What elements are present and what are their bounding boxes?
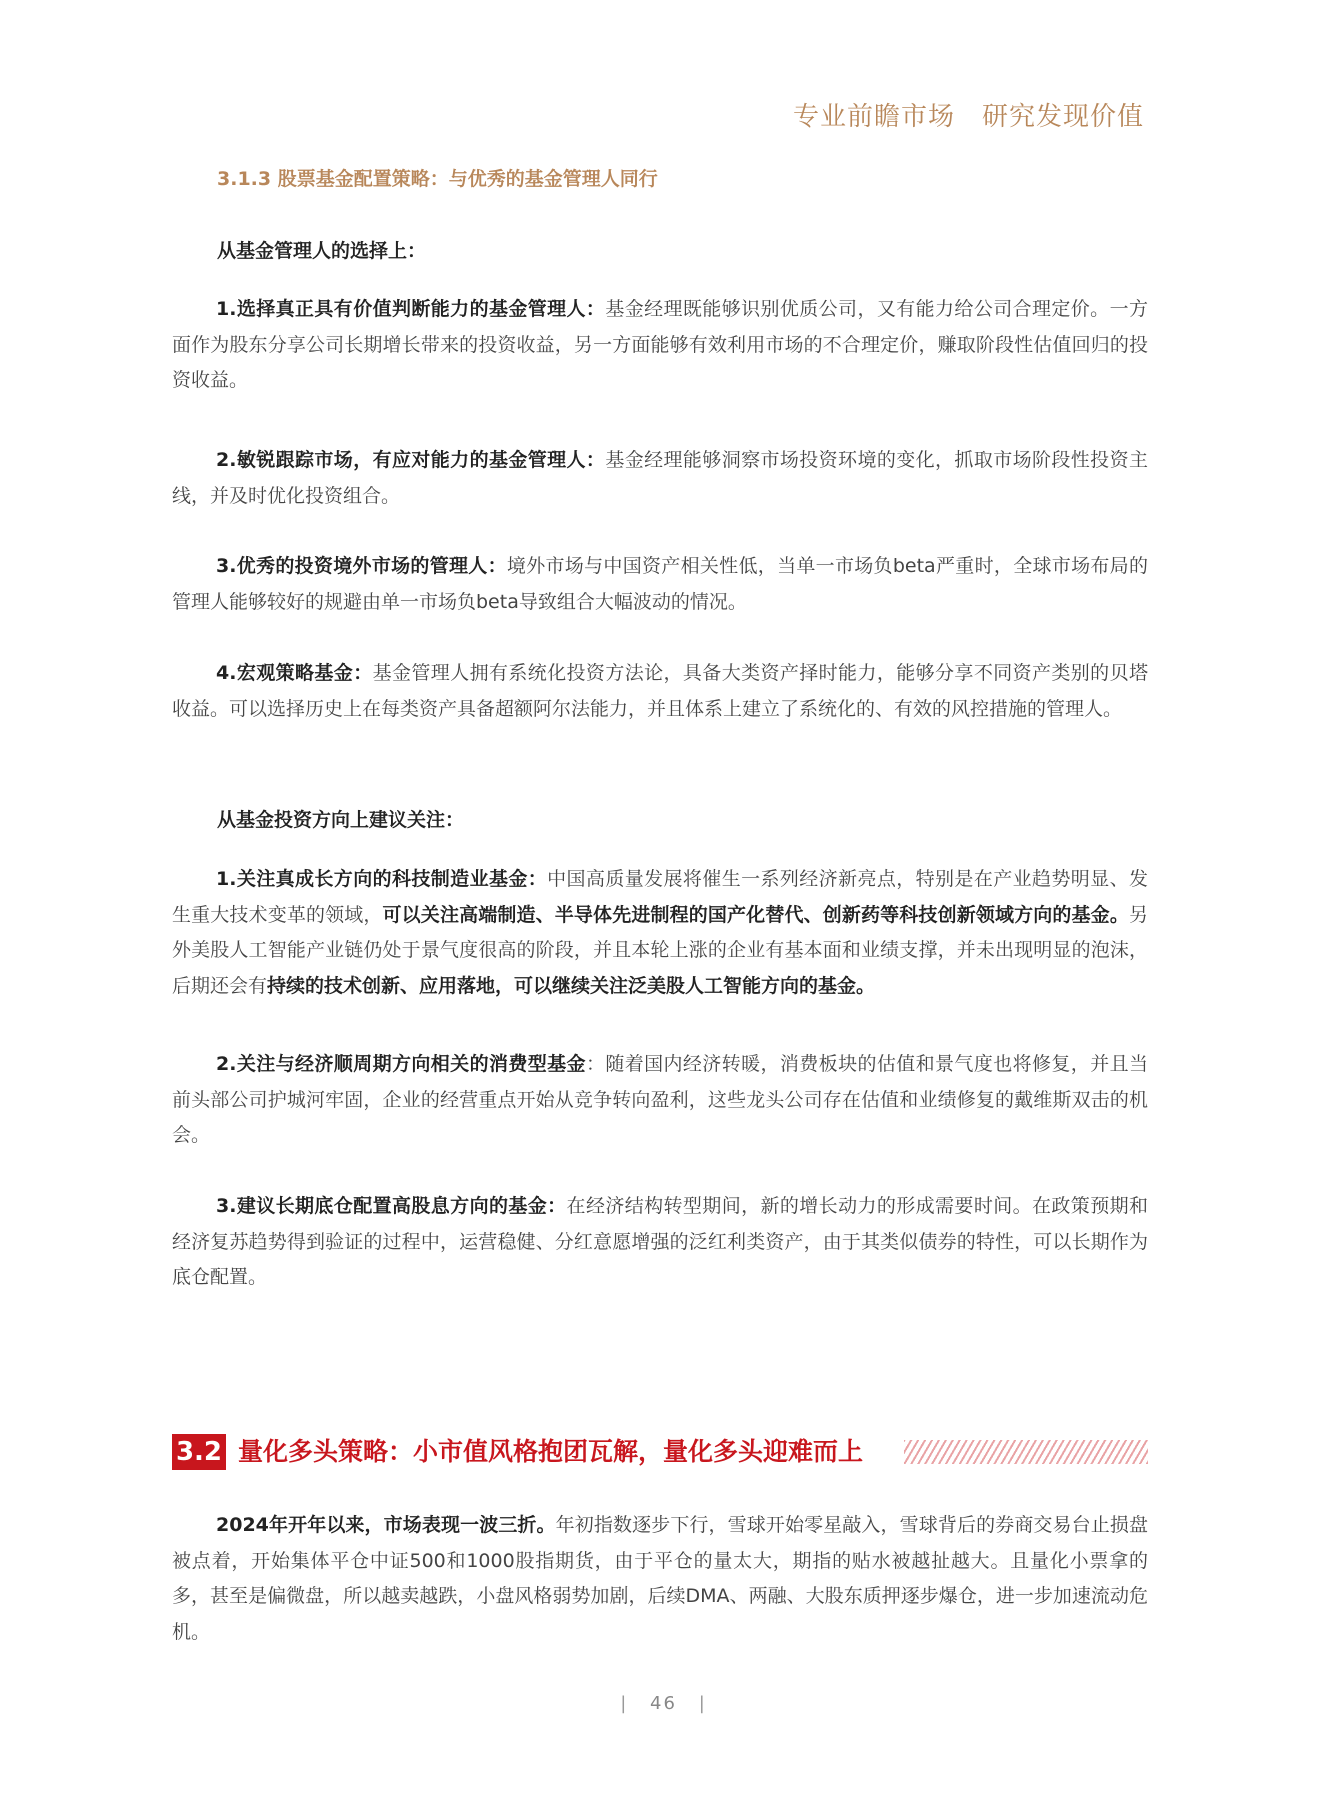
manager-item-2: [172, 443, 1148, 514]
manager-item-4: [172, 656, 1148, 727]
page-separator-left: |: [620, 1693, 629, 1714]
manager-item-2-text: 基金经理能够洞察市场投资环境的变化，抓取市场阶段性投资主线，并及时优化投资组合。: [172, 449, 1148, 507]
manager-item-1-bold: 1.选择真正具有价值判断能力的基金管理人：: [216, 298, 606, 320]
direction-item-3: [172, 1189, 1148, 1296]
manager-item-3-bold: 3.优秀的投资境外市场的管理人：: [216, 555, 507, 577]
direction-item-1-bold2: 可以关注高端制造、半导体先进制程的国产化替代、创新药等科技创新领域方向的基金。: [382, 903, 1129, 926]
manager-item-3-text: 境外市场与中国资产相关性低，当单一市场负beta严重时，全球市场布局的管理人能够较好的规避由单一市场负beta导致组合大幅波动的情况。: [172, 555, 1148, 613]
quant-paragraph-bold: 2024年开年以来，市场表现一波三折。: [216, 1514, 556, 1536]
page-number-value: 46: [650, 1693, 677, 1714]
quant-paragraph-text: 年初指数逐步下行，雪球开始零星敲入，雪球背后的券商交易台止损盘被点着，开始集体平仓中证500和1000股指期货，由于平仓的量太大，期指的贴水被越扯越大。且量化小票拿的多，甚至是偏微盘，所以越卖越跌，小盘风格弱势加剧，后续DMA、两融、大股东质押逐步爆仓，进一步加速流动危机。: [172, 1514, 1148, 1643]
direction-item-3-text: 在经济结构转型期间，新的增长动力的形成需要时间。在政策预期和经济复苏趋势得到验证的过程中，运营稳健、分红意愿增强的泛红利类资产，由于其类似债券的特性，可以长期作为底仓配置。: [172, 1195, 1148, 1288]
manager-item-2-bold: 2.敏锐跟踪市场，有应对能力的基金管理人：: [216, 449, 606, 471]
section-heading: [172, 1434, 1148, 1470]
manager-item-1: [172, 292, 1148, 399]
direction-item-1-text2: 另外美股人工智能产业链仍处于景气度很高的阶段，并且本轮上涨的企业有基本面和业绩支撑，并未出现明显的泡沫，后期还会有: [172, 903, 1148, 997]
direction-item-3-bold: 3.建议长期底仓配置高股息方向的基金：: [216, 1195, 567, 1217]
page-number: [0, 1693, 1327, 1714]
direction-item-2-bold: 2.关注与经济顺周期方向相关的消费型基金: [216, 1053, 586, 1075]
section-title: 量化多头策略：小市值风格抱团瓦解，量化多头迎难而上: [238, 1437, 864, 1466]
page-separator-right: |: [698, 1693, 707, 1714]
quant-paragraph: [172, 1508, 1148, 1650]
direction-lead: 从基金投资方向上建议关注：: [217, 809, 465, 831]
direction-item-1: [172, 862, 1148, 1004]
manager-item-4-text: 基金管理人拥有系统化投资方法论，具备大类资产择时能力，能够分享不同资产类别的贝塔收益。可以选择历史上在每类资产具备超额阿尔法能力，并且体系上建立了系统化的、有效的风控措施的管理人。: [172, 662, 1148, 720]
decorative-stripes: [904, 1440, 1148, 1464]
header-tagline: 专业前瞻市场 研究发现价值: [792, 102, 1144, 132]
direction-item-1-bold3: 持续的技术创新、应用落地，可以继续关注泛美股人工智能方向的基金。: [267, 974, 876, 997]
direction-item-1-text1: 中国高质量发展将催生一系列经济新亮点，特别是在产业趋势明显、发生重大技术变革的领域，: [172, 868, 1148, 926]
direction-item-2-text: ：随着国内经济转暖，消费板块的估值和景气度也将修复，并且当前头部公司护城河牢固，企业的经营重点开始从竞争转向盈利，这些龙头公司存在估值和业绩修复的戴维斯双击的机会。: [172, 1053, 1148, 1146]
section-number-badge: 3.2: [172, 1434, 226, 1470]
manager-item-4-bold: 4.宏观策略基金：: [216, 662, 373, 684]
manager-selection-lead: 从基金管理人的选择上：: [217, 240, 427, 262]
direction-item-1-bold1: 1.关注真成长方向的科技制造业基金：: [216, 868, 548, 890]
manager-item-1-text: 基金经理既能够识别优质公司，又有能力给公司合理定价。一方面作为股东分享公司长期增长带来的投资收益，另一方面能够有效利用市场的不合理定价，赚取阶段性估值回归的投资收益。: [172, 298, 1148, 391]
direction-item-2: [172, 1047, 1148, 1154]
manager-item-3: [172, 549, 1148, 620]
subsection-title: 3.1.3 股票基金配置策略：与优秀的基金管理人同行: [217, 168, 658, 190]
